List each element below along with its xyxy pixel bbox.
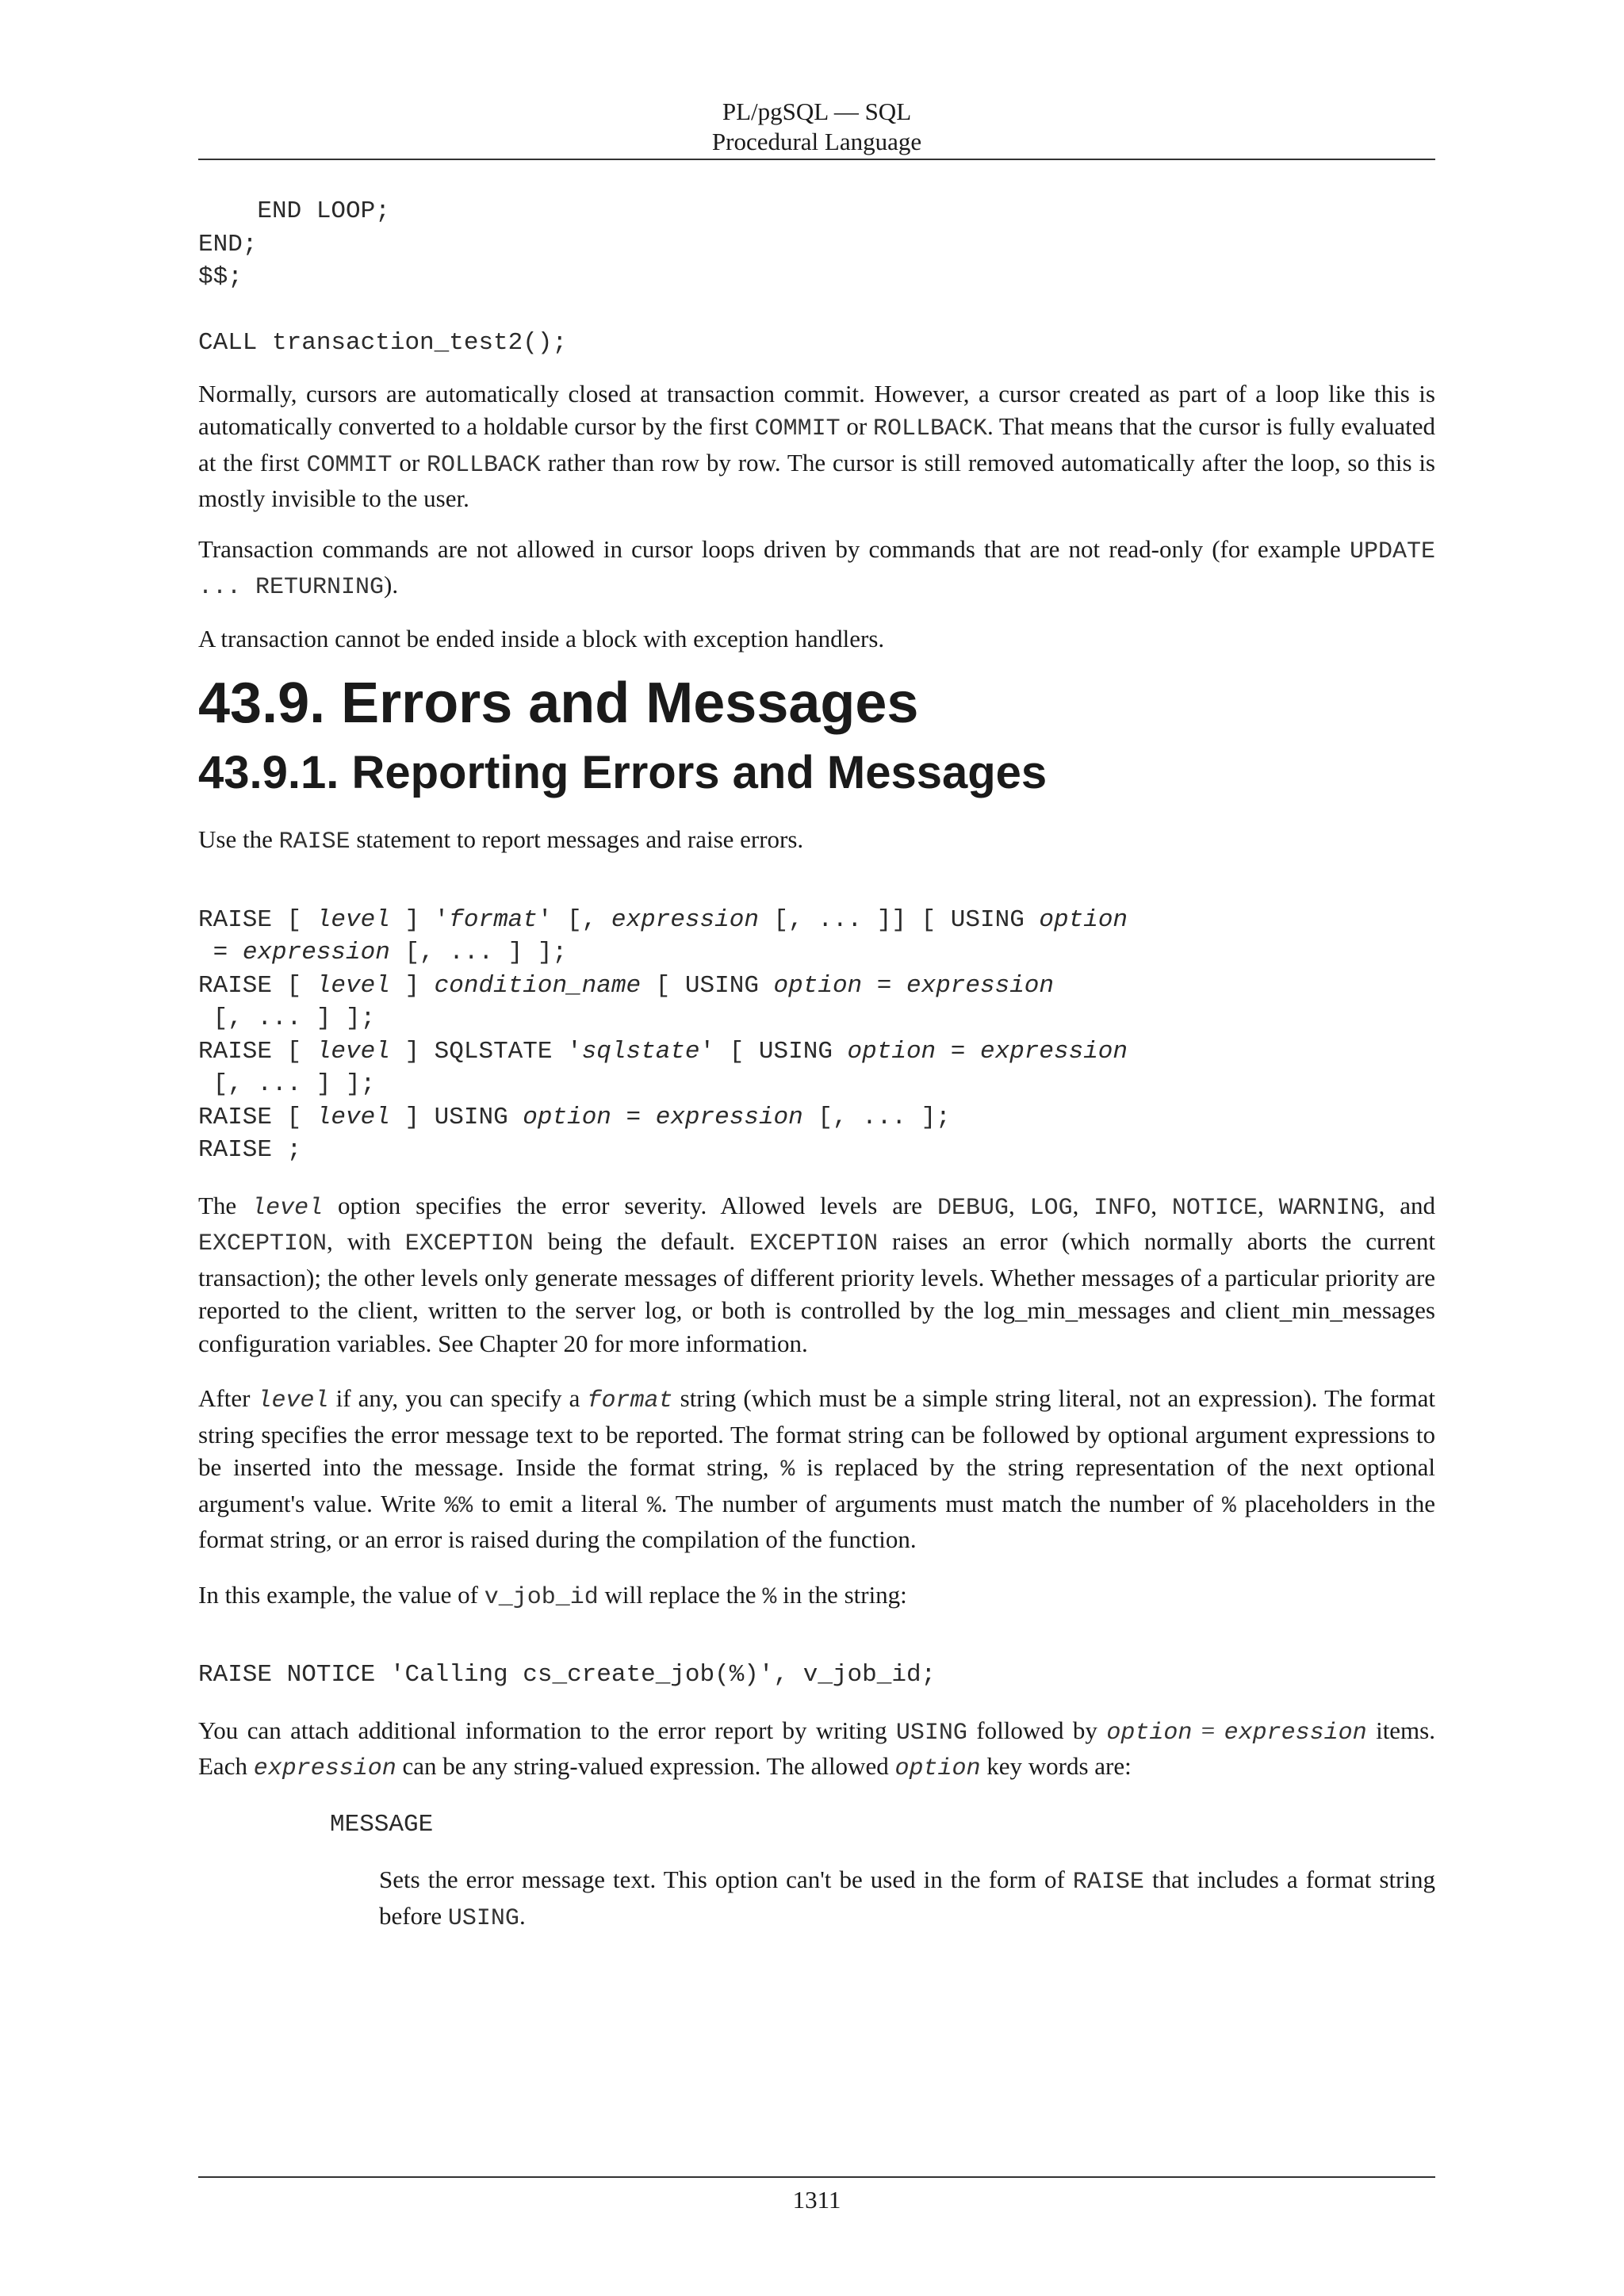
raise-syntax-block: RAISE [ level ] 'format' [, expression [, ... ]] [ USING option = expression [, ... ] ]; RAISE [ level ] condition_name [ USING option = expression [, ... ] ]; RAISE [ level ] SQLSTATE 'sqlstate' [ USING option = expression [, ... ] ]; RAISE [ level ] USING option = expression [, ... ]; RAISE ; bbox=[198, 905, 1128, 1164]
paragraph-cursor-loops: Transaction commands are not allowed in cursor loops driven by commands that are not read-only (for example UPDATE ... RETURNING). bbox=[198, 534, 1435, 601]
code-block-raise-notice: RAISE NOTICE 'Calling cs_create_job(%)', v_job_id; bbox=[198, 1661, 936, 1689]
paragraph-raise-intro: Use the RAISE statement to report messages and raise errors. bbox=[198, 825, 804, 855]
header-title: PL/pgSQL — SQL bbox=[722, 98, 912, 125]
paragraph-using-options: You can attach additional information to the error report by writing USING followed by option = expression items. Each expression can be any string-valued expression. The allowed option key words are: bbox=[198, 1716, 1435, 1782]
paragraph-format-string: After level if any, you can specify a format string (which must be a simple string literal, not an expression). The format string specifies the error message text to be reported. The format string can be followed by optional argument expressions to be inserted into the message. Inside the format string, % is replaced by the string representation of the next optional argument's value. Write %% to emit a literal %. The number of arguments must match the number of % placeholders in the format string, or an error is raised during the compilation of the function. bbox=[198, 1384, 1436, 1553]
code-block-transaction: END LOOP; END; $$; CALL transaction_test2(); bbox=[198, 197, 568, 357]
paragraph-exception-handlers: A transaction cannot be ended inside a block with exception handlers. bbox=[198, 624, 885, 652]
paragraph-level-option: The level option specifies the error severity. Allowed levels are DEBUG, LOG, INFO, NOTICE, WARNING, and EXCEPTION, with EXCEPTION being the default. EXCEPTION raises an error (which normally aborts the current transaction); the other levels only generate messages of different priority levels. Whether messages of a particular priority are reported to the client, written to the server log, or both is controlled by the log_min_messages and client_min_messages configuration variables. See Chapter 20 for more information. bbox=[198, 1191, 1436, 1357]
subsection-heading: 43.9.1. Reporting Errors and Messages bbox=[198, 747, 1048, 798]
term-message: MESSAGE bbox=[330, 1810, 434, 1839]
page-header bbox=[198, 97, 1435, 160]
paragraph-example-intro: In this example, the value of v_job_id will replace the % in the string: bbox=[198, 1580, 907, 1611]
section-heading: 43.9. Errors and Messages bbox=[198, 672, 919, 735]
page-content bbox=[198, 184, 1435, 1935]
page-number: 1311 bbox=[792, 2186, 841, 2214]
definition-message: Sets the error message text. This option can't be used in the form of RAISE that includes a format string before USING. bbox=[379, 1866, 1435, 1932]
header-subtitle: Procedural Language bbox=[711, 128, 922, 155]
paragraph-cursor-holdable: Normally, cursors are automatically closed at transaction commit. However, a cursor created as part of a loop like this is automatically converted to a holdable cursor by the first COMMIT or ROLLBACK. That means that the cursor is fully evaluated at the first COMMIT or ROLLBACK rather than row by row. The cursor is still removed automatically after the loop, so this is mostly invisible to the user. bbox=[198, 379, 1435, 512]
page-footer bbox=[198, 2176, 1435, 2214]
